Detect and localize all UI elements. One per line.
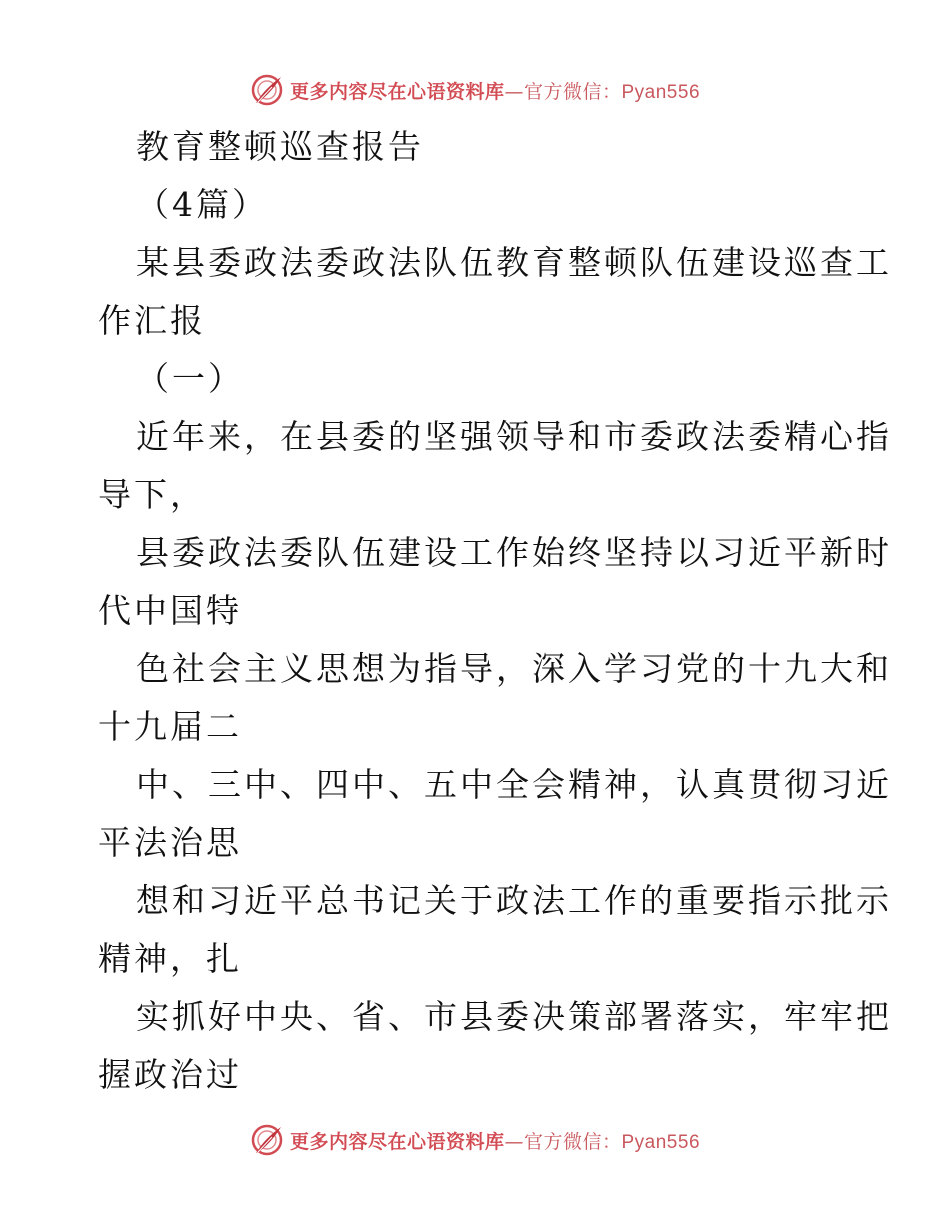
watermark-text	[290, 77, 700, 104]
quill-logo-icon	[250, 1123, 284, 1157]
watermark-contact: 官方微信：	[523, 1130, 622, 1153]
document-title: 教育整顿巡查报告	[136, 127, 424, 166]
header-watermark	[0, 70, 950, 110]
text-line: （4篇）	[136, 185, 268, 224]
text-line: 平法治思	[98, 823, 242, 862]
text-line: 精神，扎	[98, 939, 242, 978]
watermark-dash: —	[504, 1130, 524, 1153]
watermark-id: Pyan556	[621, 81, 701, 103]
text-line: 十九届二	[98, 707, 242, 746]
watermark-brand: 更多内容尽在心语资料库	[289, 80, 505, 103]
text-line: 某县委政法委政法队伍教育整顿队伍建设巡查工	[136, 243, 892, 282]
text-line: 县委政法委队伍建设工作始终坚持以习近平新时	[136, 533, 892, 572]
footer-watermark	[0, 1120, 950, 1160]
text-line: 实抓好中央、省、市县委决策部署落实，牢牢把	[136, 997, 892, 1036]
text-line: 中、三中、四中、五中全会精神，认真贯彻习近	[136, 765, 892, 804]
watermark-dash: —	[504, 80, 524, 103]
text-line: 握政治过	[98, 1055, 242, 1094]
watermark-text	[290, 1127, 700, 1154]
text-line: （一）	[136, 359, 244, 398]
watermark-id: Pyan556	[621, 1131, 701, 1153]
watermark-brand: 更多内容尽在心语资料库	[289, 1130, 505, 1153]
text-line: 导下，	[98, 475, 206, 514]
text-line: 想和习近平总书记关于政法工作的重要指示批示	[136, 881, 892, 920]
text-line: 代中国特	[98, 591, 242, 630]
text-line: 色社会主义思想为指导，深入学习党的十九大和	[136, 649, 892, 688]
document-body	[98, 118, 892, 1104]
watermark-contact: 官方微信：	[523, 80, 622, 103]
quill-logo-icon	[250, 73, 284, 107]
text-line: 近年来，在县委的坚强领导和市委政法委精心指	[136, 417, 892, 456]
text-line: 作汇报	[98, 301, 206, 340]
